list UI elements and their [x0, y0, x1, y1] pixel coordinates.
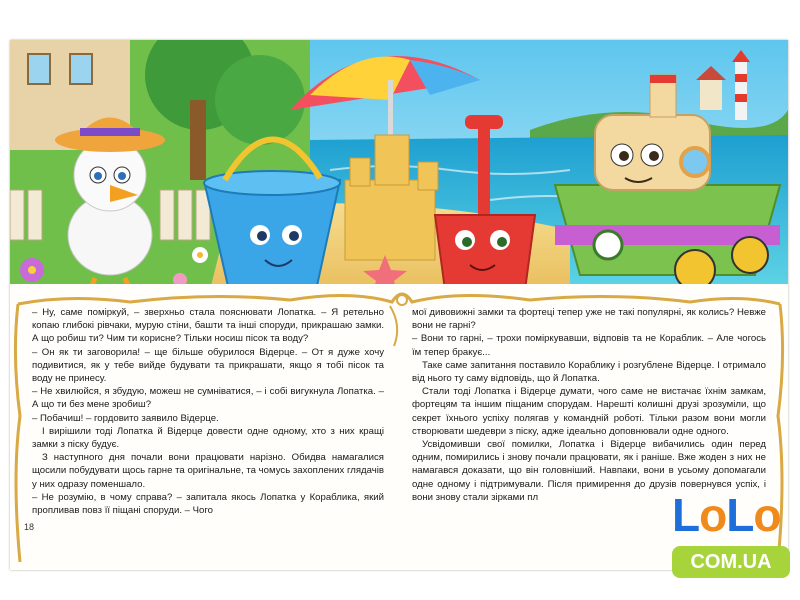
right-text-column [412, 306, 766, 504]
logo-letter: L [672, 489, 700, 541]
page-number: 18 [24, 522, 35, 532]
logo-letter: o [753, 489, 781, 541]
paragraph: – Не розумію, в чому справа? – запитала якось Лопатка у Кораблика, який пропливав повз її піщані споруди. – Чого [32, 491, 384, 517]
illustration-banner [10, 40, 788, 290]
house [700, 80, 722, 110]
paragraph: – Он як ти заговорила! – ще більше обурилося Відерце. – От я дуже хочу подивитися, як у тебе вийде будувати та прикрашати, якщо я тобі пісок та воду не принесу. [32, 346, 384, 385]
paragraph: – Побачиш! – гордовито заявило Відерце. [32, 412, 219, 424]
lighthouse [735, 62, 747, 120]
lolo-logo [672, 488, 792, 588]
paragraph: Таке саме запитання поставило Кораблику і розгублене Відерце. І отримало від нього ту саму відповідь, що й Лопатка. [412, 359, 766, 385]
paragraph: – Ну, саме поміркуй, – зверхньо стала пояснювати Лопатка. – Я ретельно копаю глибокі рівчаки, мурую стіни, башти та інші споруди, прикрашаю замки. А що робиш ти? Чим ти корисне? Тільки носиш пісок та воду? [32, 307, 384, 345]
paragraph: Усвідомивши свої помилки, Лопатка і Відерце вибачились один перед одним, помирились і знову почали працювати, як і раніше. Вже жоден з них не намагався доказати, що він головніший. Навпаки, вони в усьому допомагали одне одному і підтримували. Після примирення до друзів повернувся успіх, і вони знову стали зірками пл [412, 439, 766, 503]
logo-letters [672, 488, 780, 542]
paragraph: З наступного дня почали вони працювати нарізно. Обидва намагалися щосили побудувати щось гарне та оригінальне, та чомусь захоплених глядачів у них одразу поменшало. [32, 452, 384, 490]
left-text-column [32, 306, 384, 517]
paragraph: І вирішили тоді Лопатка й Відерце довести одне одному, хто з них кращі замки з піску будує. [32, 425, 384, 451]
logo-domain: COM.UA [672, 546, 790, 578]
logo-letter: L [726, 489, 754, 541]
paragraph: мої дивовижні замки та фортеці тепер уже не такі популярні, як колись? Невже вони не гарні? [412, 307, 766, 332]
tree-trunk [190, 100, 206, 180]
paragraph: Стали тоді Лопатка і Відерце думати, чого саме не вистачає їхнім замкам, фортецям та іншим піщаним спорудам. Нарешті колишні друзі зрозуміли, що секрет їхнього успіху полягав у командній роботі. Тільки разом вони могли створювати шедеври з піску, адже ідеально доповнювали одне одного. [412, 386, 766, 437]
paragraph: – Не хвилюйся, я збудую, можеш не сумніватися, – і собі вигукнула Лопатка. – А що ти без мене зробиш? [32, 386, 384, 411]
paragraph: – Вони то гарні, – трохи поміркувавши, відповів та не Кораблик. – Але чогось їм тепер бракує... [412, 333, 766, 358]
logo-letter: o [699, 489, 727, 541]
